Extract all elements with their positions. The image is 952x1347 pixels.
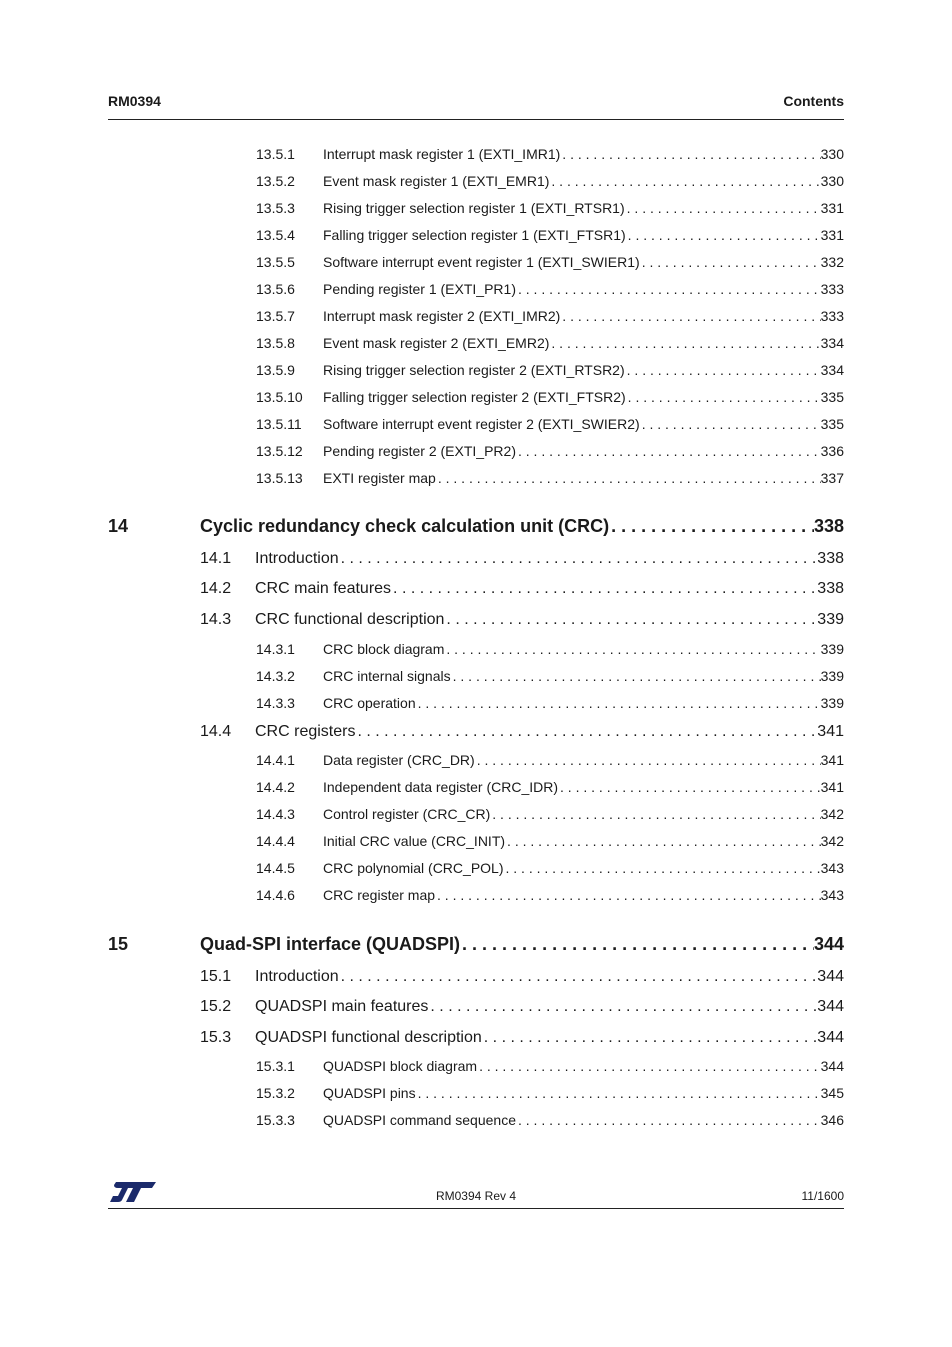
toc-entry-page[interactable]: 344 [820,1058,844,1074]
toc-entry-page[interactable]: 339 [820,641,844,657]
toc-entry-number: 15.3.2 [256,1085,295,1101]
toc-entry[interactable] [200,550,844,568]
toc-entry-number: 14.4.2 [256,779,295,795]
toc-entry-number: 13.5.9 [256,362,295,378]
toc-entry-number: 14.4 [200,723,232,740]
toc-entry[interactable] [256,416,844,432]
toc-entry[interactable] [256,173,844,189]
toc-entry-number: 14.4.3 [256,806,295,822]
dot-leader [625,200,821,216]
toc-entry-page[interactable]: 330 [820,146,844,162]
page-header [108,93,844,120]
toc-entry-number: 15.3.3 [256,1112,295,1128]
toc-entry-page[interactable]: 339 [820,668,844,684]
toc-entry-number: 15.1 [200,968,232,985]
toc-entry-number: 14.4.1 [256,752,295,768]
toc-entry-page[interactable]: 345 [820,1085,844,1101]
toc-entry-page[interactable]: 338 [817,550,844,567]
dot-leader [482,1029,818,1047]
toc-entry-number: 13.5.10 [256,389,303,405]
toc-entry-number: 14.4.6 [256,887,295,903]
toc-entry-page[interactable]: 344 [817,998,844,1015]
toc-entry[interactable] [200,580,844,598]
toc-entry-title[interactable]: Pending register 1 (EXTI_PR1) [323,281,516,297]
toc-entry-number: 13.5.5 [256,254,295,270]
toc-entry-title[interactable]: CRC internal signals [323,668,451,684]
dot-leader [475,752,821,768]
page-number: 11/1600 [801,1189,844,1203]
dot-leader [490,806,820,822]
toc-entry[interactable] [256,833,844,849]
toc-entry[interactable] [200,611,844,629]
dot-leader [560,146,820,162]
toc-entry-title[interactable]: Event mask register 2 (EXTI_EMR2) [323,335,550,351]
toc-entry[interactable] [108,934,844,955]
dot-leader [549,173,820,189]
toc-entry-title[interactable]: CRC main features [255,580,392,597]
toc-entry-title[interactable]: CRC operation [323,695,416,711]
toc-entry-title[interactable]: QUADSPI functional description [255,1029,482,1046]
toc-entry-title[interactable]: CRC block diagram [323,641,445,657]
dot-leader [625,362,821,378]
dot-leader [560,308,820,324]
toc-entry-title[interactable]: Event mask register 1 (EXTI_EMR1) [323,173,550,189]
dot-leader [339,550,818,568]
toc-entry[interactable] [200,723,844,741]
toc-entry-number: 15 [108,934,129,954]
revision: RM0394 Rev 4 [435,1189,517,1203]
dot-leader [477,1058,821,1074]
toc-entry[interactable] [256,668,844,684]
toc-entry-page[interactable]: 346 [820,1112,844,1128]
dot-leader [516,443,821,459]
toc-entry-number: 14.3.2 [256,668,295,684]
toc-entry[interactable] [256,146,844,162]
dot-leader [416,1085,821,1101]
dot-leader [516,281,821,297]
toc-entry-page[interactable]: 337 [820,470,844,486]
toc-entry[interactable] [256,641,844,657]
dot-leader [436,470,821,486]
toc-entry-page[interactable]: 339 [817,611,844,628]
toc-entry-page[interactable]: 343 [820,860,844,876]
toc-entry-page[interactable]: 334 [820,335,844,351]
toc-entry-page[interactable]: 338 [817,580,844,597]
toc-entry-title[interactable]: QUADSPI pins [323,1085,416,1101]
toc-entry-page[interactable]: 336 [820,443,844,459]
dot-leader [428,998,817,1016]
toc-entry-title[interactable]: Rising trigger selection register 2 (EXTI_RTSR2) [323,362,625,378]
toc-entry-page[interactable]: 344 [817,1029,844,1046]
toc-entry-page[interactable]: 342 [820,806,844,822]
toc-entry-title[interactable]: CRC functional description [255,611,445,628]
toc-entry-number: 14 [108,516,129,536]
toc-entry[interactable] [256,281,844,297]
toc-entry-page[interactable]: 342 [820,833,844,849]
document-id: RM0394 [108,93,161,109]
toc-entry-page[interactable]: 334 [820,362,844,378]
toc-entry-number: 14.1 [200,550,232,567]
dot-leader [626,227,821,243]
toc-entry[interactable] [256,695,844,711]
toc-entry[interactable] [256,1112,844,1128]
toc-entry-number: 15.3.1 [256,1058,295,1074]
toc-entry-title[interactable]: CRC polynomial (CRC_POL) [323,860,504,876]
toc-entry[interactable] [256,860,844,876]
toc-entry-number: 13.5.6 [256,281,295,297]
toc-entry[interactable] [256,887,844,903]
toc-entry[interactable] [256,389,844,405]
dot-leader [640,254,821,270]
toc-entry-number: 14.2 [200,580,232,597]
toc-entry-number: 13.5.4 [256,227,295,243]
toc-entry-title[interactable]: EXTI register map [323,470,436,486]
toc-entry[interactable] [256,227,844,243]
dot-leader [444,611,817,629]
toc-entry-number: 14.3 [200,611,232,628]
toc-entry-title[interactable]: Data register (CRC_DR) [323,752,475,768]
toc-entry-page[interactable]: 341 [820,779,844,795]
toc-entry-number: 13.5.2 [256,173,295,189]
dot-leader [460,934,814,955]
toc-entry-page[interactable]: 333 [820,308,844,324]
toc-entry-page[interactable]: 335 [820,416,844,432]
dot-leader [505,833,821,849]
toc-entry-number: 14.3.1 [256,641,295,657]
toc-entry-title[interactable]: Quad-SPI interface (QUADSPI) [200,934,461,954]
toc-entry[interactable] [256,443,844,459]
toc-entry-page[interactable]: 331 [820,200,844,216]
toc-entry[interactable] [256,752,844,768]
dot-leader [516,1112,821,1128]
toc-entry-page[interactable]: 331 [820,227,844,243]
toc-entry-title[interactable]: Independent data register (CRC_IDR) [323,779,559,795]
toc-entry-page[interactable]: 344 [817,968,844,985]
toc-entry-title[interactable]: Introduction [255,550,339,567]
toc-entry-title[interactable]: Cyclic redundancy check calculation unit (CRC) [200,516,610,536]
page-footer [108,1180,844,1209]
toc-entry-page[interactable]: 333 [820,281,844,297]
toc-entry-number: 15.2 [200,998,232,1015]
toc-entry-page[interactable]: 338 [813,516,844,536]
toc-entry-page[interactable]: 343 [820,887,844,903]
toc-entry-title[interactable]: QUADSPI command sequence [323,1112,516,1128]
toc-entry-page[interactable]: 330 [820,173,844,189]
toc-entry-title[interactable]: Control register (CRC_CR) [323,806,491,822]
toc-entry[interactable] [108,516,844,537]
toc-entry[interactable] [256,1058,844,1074]
dot-leader [640,416,821,432]
toc-entry-title[interactable]: Interrupt mask register 1 (EXTI_IMR1) [323,146,561,162]
toc-entry-number: 13.5.11 [256,416,302,432]
dot-leader [609,516,814,537]
toc-entry-number: 13.5.7 [256,308,295,324]
toc-entry-title[interactable]: Pending register 2 (EXTI_PR2) [323,443,516,459]
toc-entry-number: 13.5.12 [256,443,303,459]
toc-entry-number: 14.3.3 [256,695,295,711]
toc-entry-title[interactable]: Software interrupt event register 2 (EXTI_SWIER2) [323,416,640,432]
section-title: Contents [783,93,844,109]
toc-entry-title[interactable]: Falling trigger selection register 1 (EXTI_FTSR1) [323,227,626,243]
toc-entry-number: 15.3 [200,1029,232,1046]
dot-leader [416,695,821,711]
toc-entry[interactable] [200,968,844,986]
toc-entry-title[interactable]: Interrupt mask register 2 (EXTI_IMR2) [323,308,561,324]
toc-entry-page[interactable]: 341 [820,752,844,768]
toc-entry-title[interactable]: CRC register map [323,887,436,903]
toc-entry-title[interactable]: Introduction [255,968,339,985]
toc-entry-title[interactable]: Software interrupt event register 1 (EXTI_SWIER1) [323,254,640,270]
dot-leader [391,580,817,598]
toc-entry[interactable] [256,200,844,216]
toc-entry[interactable] [256,362,844,378]
toc-entry-title[interactable]: CRC registers [255,723,356,740]
toc-entry-number: 14.4.5 [256,860,295,876]
toc-entry-page[interactable]: 335 [820,389,844,405]
toc-entry-number: 13.5.8 [256,335,295,351]
dot-leader [558,779,821,795]
toc-entry[interactable] [256,806,844,822]
toc-entry-page[interactable]: 341 [817,723,844,740]
toc-entry-title[interactable]: Rising trigger selection register 1 (EXTI_RTSR1) [323,200,625,216]
toc-entry[interactable] [256,308,844,324]
toc-entry-title[interactable]: QUADSPI main features [255,998,429,1015]
dot-leader [549,335,820,351]
toc-entry-page[interactable]: 339 [820,695,844,711]
toc-entry-title[interactable]: Falling trigger selection register 2 (EXTI_FTSR2) [323,389,626,405]
dot-leader [435,887,821,903]
toc-entry[interactable] [256,470,844,486]
dot-leader [339,968,818,986]
toc-entry-number: 13.5.13 [256,470,303,486]
toc-entry[interactable] [200,1029,844,1047]
toc-entry[interactable] [256,779,844,795]
toc-entry-page[interactable]: 332 [820,254,844,270]
toc-entry-title[interactable]: Initial CRC value (CRC_INIT) [323,833,506,849]
toc-entry[interactable] [256,335,844,351]
dot-leader [451,668,821,684]
dot-leader [444,641,820,657]
toc-entry[interactable] [256,254,844,270]
toc-entry-number: 13.5.3 [256,200,295,216]
toc-entry[interactable] [256,1085,844,1101]
toc-entry-page[interactable]: 344 [813,934,844,954]
toc-entry-number: 13.5.1 [256,146,295,162]
toc-entry[interactable] [200,998,844,1016]
toc-entry-title[interactable]: QUADSPI block diagram [323,1058,478,1074]
toc-entry-number: 14.4.4 [256,833,295,849]
dot-leader [626,389,821,405]
dot-leader [355,723,817,741]
dot-leader [504,860,821,876]
